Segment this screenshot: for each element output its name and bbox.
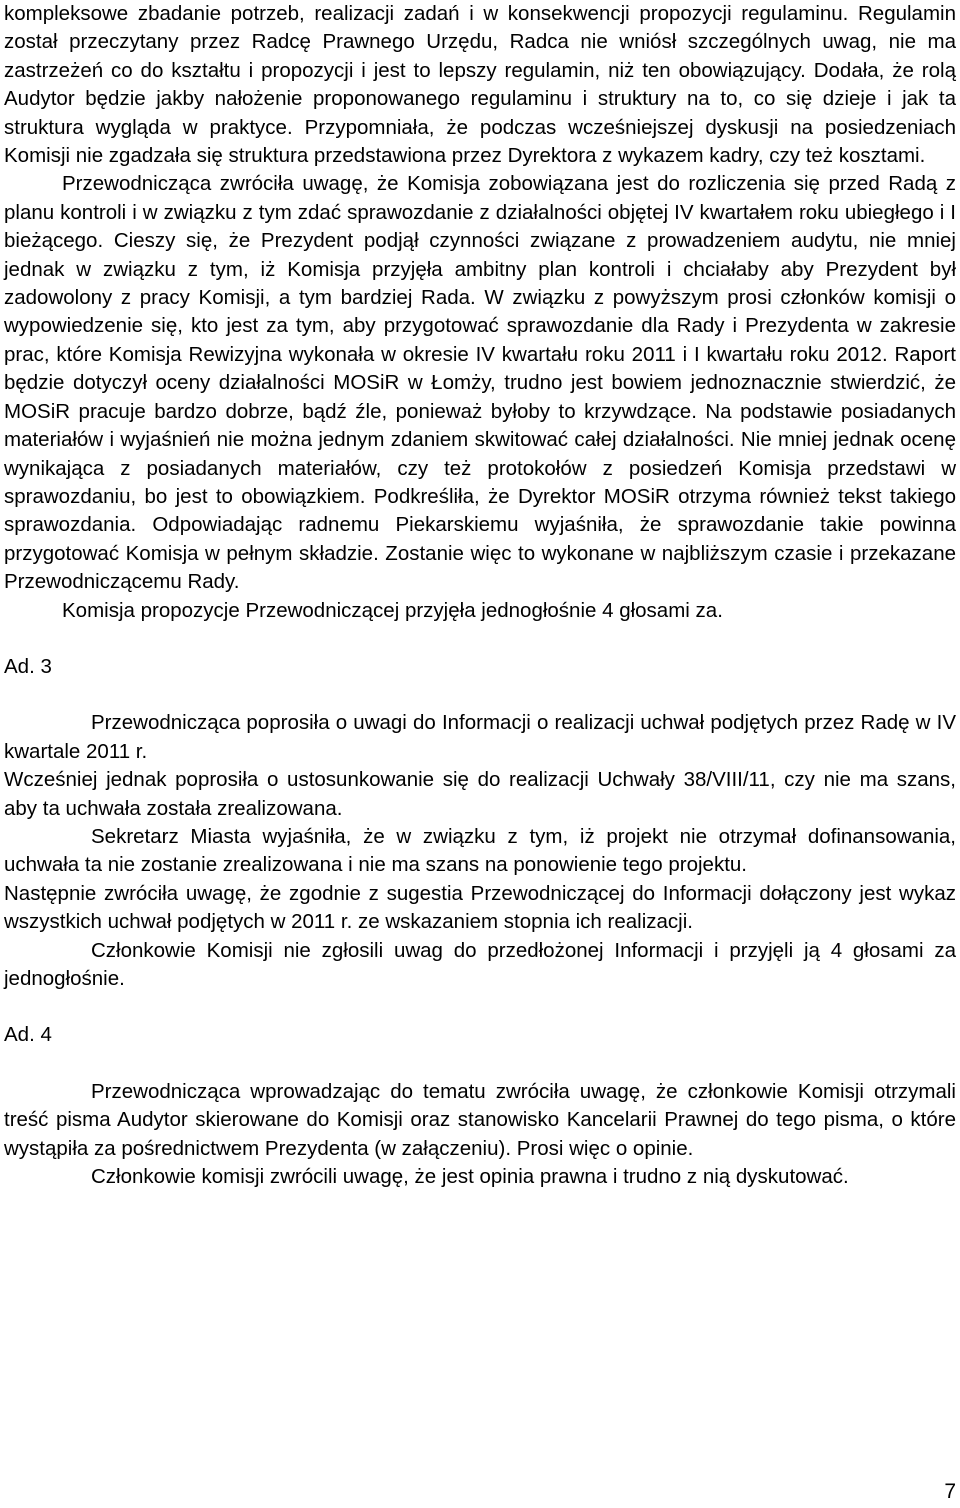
document-page	[4, 0, 956, 1191]
ad4-paragraph-1: Przewodnicząca wprowadzając do tematu zwróciła uwagę, że członkowie Komisji otrzymali treść pisma Audytor skierowane do Komisji oraz stanowisko Kancelarii Prawnej do tego pisma, o które wystąpiła za pośrednictwem Prezydenta (w załączeniu). Prosi więc o opinie.	[4, 1079, 956, 1160]
ad3-paragraph-5: Członkowie Komisji nie zgłosili uwag do przedłożonej Informacji i przyjęli ją 4 głosami za jednogłośnie.	[4, 938, 956, 990]
ad3-paragraph-4: Następnie zwróciła uwagę, że zgodnie z sugestia Przewodniczącej do Informacji dołączony jest wykaz wszystkich uchwał podjętych w 2011 r. ze wskazaniem stopnia ich realizacji.	[4, 881, 956, 934]
paragraph-continuation: kompleksowe zbadanie potrzeb, realizacji zadań i w konsekwencji propozycji regulaminu. Regulamin został przeczytany przez Radcę Prawnego Urzędu, Radca nie wniósł szczególnych uwag, nie ma zastrzeżeń co do kształtu i propozycji i jest to lepszy regulamin, niż ten obowiązujący. Dodała, że rolą Audytor będzie jakby nałożenie proponowanego regulaminu i struktury na to, co się dzieje i jak ta struktura wygląda w praktyce. Przypomniała, że podczas wcześniejszej dyskusji na posiedzeniach Komisji nie zgadzała się struktura przedstawiona przez Dyrektora z wykazem kadry, czy też kosztami.	[4, 2, 956, 168]
ad3-paragraph-3: Sekretarz Miasta wyjaśniła, że w związku z tym, iż projekt nie otrzymał dofinansowania, uchwała ta nie zostanie zrealizowana i nie ma szans na ponowienie tego projektu.	[4, 824, 956, 877]
ad4-paragraph-2: Członkowie komisji zwrócili uwagę, że jest opinia prawna i trudno z nią dyskutować.	[91, 1165, 849, 1189]
ad3-paragraph-1: Przewodnicząca poprosiła o uwagi do Informacji o realizacji uchwał podjętych przez Radę w IV kwartale 2011 r.	[4, 711, 956, 763]
ad3-paragraph-2: Wcześniej jednak poprosiła o ustosunkowanie się do realizacji Uchwały 38/VIII/11, czy nie ma szans, aby ta uchwała została zrealizowana.	[4, 768, 956, 820]
spacer	[4, 681, 956, 709]
paragraph-vote-result: Komisja propozycje Przewodniczącej przyjęła jednogłośnie 4 głosami za.	[62, 598, 723, 622]
paragraph-chair-remarks: Przewodnicząca zwróciła uwagę, że Komisja zobowiązana jest do rozliczenia się przed Radą z planu kontroli i w związku z tym zdać sprawozdanie z działalności objętej IV kwartałem roku ubiegłego i I bieżącego. Cieszy się, że Prezydent podjął czynności związane z prowadzeniem audytu, nie mniej jednak w związku z tym, iż Komisja przyjęła ambitny plan kontroli i chciałaby aby Prezydent był zadowolony z pracy Komisji, a tym bardziej Rada. W związku z powyższym prosi członków komisji o wypowiedzenie się, kto jest za tym, aby przygotować sprawozdanie dla Rady i Prezydenta w zakresie prac, które Komisja Rewizyjna wykonała w okresie IV kwartału roku 2011 i I kwartału roku 2012. Raport będzie dotyczył oceny działalności MOSiR w Łomży, trudno jest bowiem jednoznacznie stwierdzić, że MOSiR pracuje bardzo dobrze, bądź źle, ponieważ byłoby to krzywdzące. Na podstawie posiadanych materiałów i wyjaśnień nie można jednym zdaniem skwitować całej działalności. Nie mniej jednak ocenę wynikająca z posiadanych materiałów, czy też protokołów z posiedzeń Komisja przedstawi w sprawozdaniu, bo jest to obowiązkiem. Podkreśliła, że Dyrektor MOSiR otrzyma również tekst takiego sprawozdania. Odpowiadając radnemu Piekarskiemu wyjaśniła, że sprawozdanie takie powinna przygotować Komisja w pełnym składzie. Zostanie więc to wykonane w najbliższym czasie i przekazane Przewodniczącemu Rady.	[4, 172, 956, 594]
section-heading-ad3: Ad. 3	[4, 654, 52, 678]
spacer	[4, 625, 956, 653]
spacer	[4, 993, 956, 1021]
spacer	[4, 1050, 956, 1078]
section-heading-ad4: Ad. 4	[4, 1023, 52, 1047]
page-number: 7	[944, 1480, 956, 1503]
